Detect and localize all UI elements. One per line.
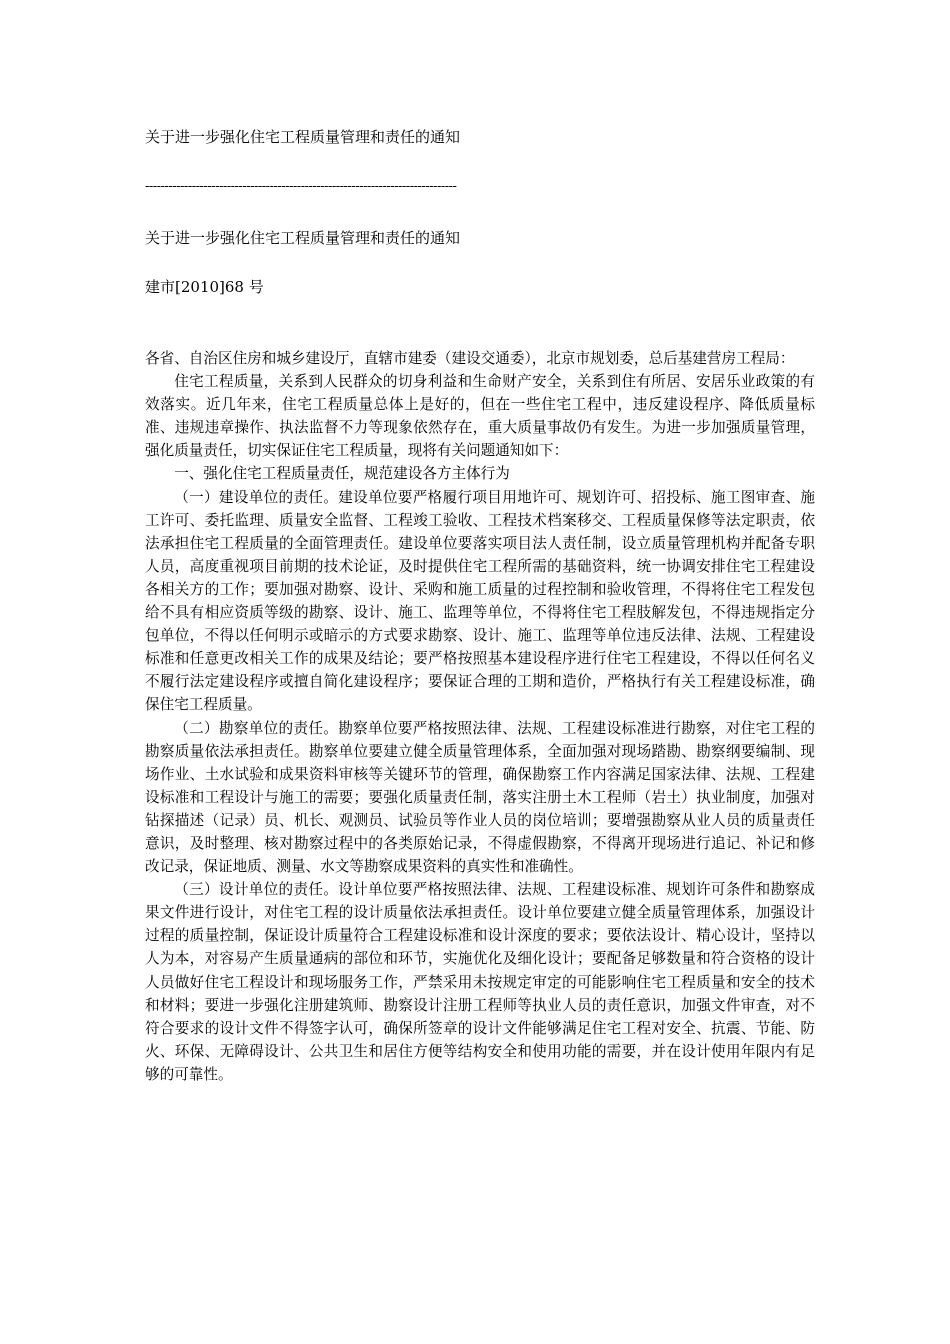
document-body	[145, 347, 815, 1086]
dashed-divider: --------------------------------------------------------------------------------	[145, 179, 457, 194]
addressee-paragraph: 各省、自治区住房和城乡建设厅，直辖市建委（建设交通委），北京市规划委，总后基建营房工程局：	[145, 350, 795, 367]
intro-paragraph: 住宅工程质量，关系到人民群众的切身利益和生命财产安全，关系到住有所居、安居乐业政策的有效落实。近几年来，住宅工程质量总体上是好的，但在一些住宅工程中，违反建设程序、降低质量标准、违规违章操作、执法监督不力等现象依然存在，重大质量事故仍有发生。为进一步加强质量管理，强化质量责任，切实保证住宅工程质量，现将有关问题通知如下：	[145, 373, 815, 460]
section-heading: 一、强化住宅工程质量责任，规范建设各方主体行为	[174, 465, 510, 483]
document-title: 关于进一步强化住宅工程质量管理和责任的通知	[145, 128, 461, 146]
paragraph-survey-unit: （二）勘察单位的责任。勘察单位要严格按照法律、法规、工程建设标准进行勘察，对住宅工程的勘察质量依法承担责任。勘察单位要建立健全质量管理体系，全面加强对现场踏勘、勘察纲要编制、现场作业、土水试验和成果资料审核等关键环节的管理，确保勘察工作内容满足国家法律、法规、工程建设标准和工程设计与施工的需要；要强化质量责任制，落实注册土木工程师（岩土）执业制度，加强对钻探描述（记录）员、机长、观测员、试验员等作业人员的岗位培训；要增强勘察从业人员的质量责任意识，及时整理、核对勘察过程中的各类原始记录，不得虚假勘察，不得离开现场进行追记、补记和修改记录，保证地质、测量、水文等勘察成果资料的真实性和准确性。	[145, 719, 815, 876]
notice-title: 关于进一步强化住宅工程质量管理和责任的通知	[145, 229, 461, 247]
paragraph-construction-unit: （一）建设单位的责任。建设单位要严格履行项目用地许可、规划许可、招投标、施工图审查、施工许可、委托监理、质量安全监督、工程竣工验收、工程技术档案移交、工程质量保修等法定职责，依法承担住宅工程质量的全面管理责任。建设单位要落实项目法人责任制，设立质量管理机构并配备专职人员，高度重视项目前期的技术论证，及时提供住宅工程所需的基础资料，统一协调安排住宅工程建设各相关方的工作；要加强对勘察、设计、采购和施工质量的过程控制和验收管理，不得将住宅工程发包给不具有相应资质等级的勘察、设计、施工、监理等单位，不得将住宅工程肢解发包，不得违规指定分包单位，不得以任何明示或暗示的方式要求勘察、设计、施工、监理等单位违反法律、法规、工程建设标准和任意更改相关工作的成果及结论；要严格按照基本建设程序进行住宅工程建设，不得以任何名义不履行法定建设程序或擅自简化建设程序；要保证合理的工期和造价，严格执行有关工程建设标准，确保住宅工程质量。	[145, 488, 815, 714]
document-number: 建市[2010]68 号	[145, 278, 264, 296]
paragraph-design-unit: （三）设计单位的责任。设计单位要严格按照法律、法规、工程建设标准、规划许可条件和勘察成果文件进行设计，对住宅工程的设计质量依法承担责任。设计单位要建立健全质量管理体系，加强设计过程的质量控制，保证设计质量符合工程建设标准和设计深度的要求；要依法设计、精心设计，坚持以人为本，对容易产生质量通病的部位和环节，实施优化及细化设计；要配备足够数量和符合资格的设计人员做好住宅工程设计和现场服务工作，严禁采用未按规定审定的可能影响住宅工程质量和安全的技术和材料；要进一步强化注册建筑师、勘察设计注册工程师等执业人员的责任意识，加强文件审查，对不符合要求的设计文件不得签字认可，确保所签章的设计文件能够满足住宅工程对安全、抗震、节能、防火、环保、无障碍设计、公共卫生和居住方便等结构安全和使用功能的需要，并在设计使用年限内有足够的可靠性。	[145, 881, 815, 1083]
